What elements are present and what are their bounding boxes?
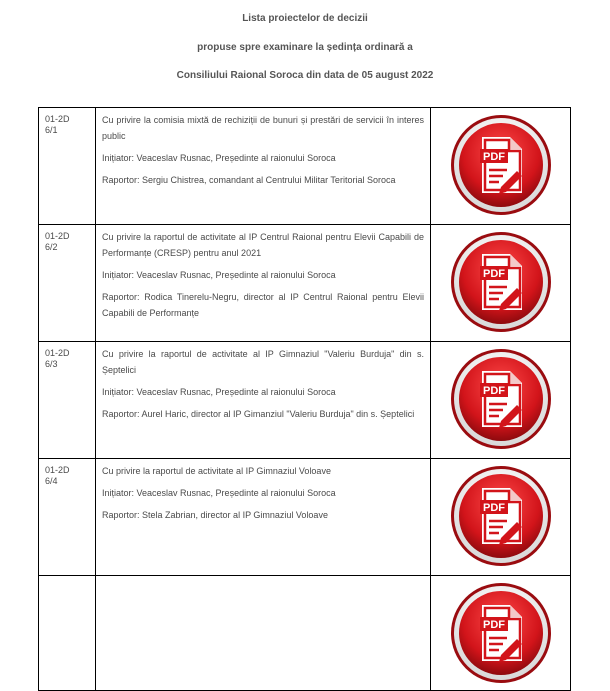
pdf-download-link[interactable] <box>449 113 553 222</box>
pdf-download-link[interactable] <box>449 347 553 456</box>
pdf-download-link[interactable] <box>449 464 553 573</box>
table-row <box>39 576 571 691</box>
decision-content <box>96 108 431 225</box>
decision-raportor: Raportor: Sergiu Chistrea, comandant al Centrului Militar Teritorial Soroca <box>102 175 396 185</box>
header-title: Lista proiectelor de decizii <box>242 13 368 24</box>
decision-content <box>96 225 431 342</box>
decision-title: Cu privire la comisia mixtă de rechiziții de bunuri și prestări de servicii în interes public <box>102 115 424 141</box>
decision-title: Cu privire la raportul de activitate al IP Gimnaziul Voloave <box>102 466 331 476</box>
decision-title: Cu privire la raportul de activitate al IP Gimnaziul "Valeriu Burduja" din s. Șeptelici <box>102 349 424 375</box>
decision-raportor: Raportor: Rodica Tinerelu-Negru, director al IP Centrul Raional pentru Elevii Capabili de Performanțe <box>102 292 424 318</box>
decision-raportor: Raportor: Aurel Haric, director al IP Gimanziul "Valeriu Burduja" din s. Șeptelici <box>102 409 415 419</box>
table-row <box>39 342 571 459</box>
table-row <box>39 225 571 342</box>
pdf-download-link[interactable] <box>449 230 553 339</box>
pdf-document-icon <box>449 113 553 217</box>
decision-number: 01-2D 6/3 <box>39 342 96 459</box>
table-row <box>39 459 571 576</box>
decision-initiator: Inițiator: Veaceslav Rusnac, Președinte al raionului Soroca <box>102 387 336 397</box>
svg-text:PDF: PDF <box>482 619 505 631</box>
header-session: Consiliului Raional Soroca din data de 05 august 2022 <box>176 70 434 81</box>
svg-text:PDF: PDF <box>482 502 505 514</box>
decision-raportor: Raportor: Stela Zabrian, director al IP Gimnaziul Voloave <box>102 510 328 520</box>
svg-text:PDF: PDF <box>482 385 505 397</box>
decision-initiator: Inițiator: Veaceslav Rusnac, Președinte al raionului Soroca <box>102 153 336 163</box>
svg-text:PDF: PDF <box>482 151 505 163</box>
decisions-table <box>38 107 571 691</box>
pdf-document-icon <box>449 464 553 568</box>
decision-title: Cu privire la raportul de activitate al IP Centrul Raional pentru Elevii Capabili de Performanțe (CRESP) pentru anul 2021 <box>102 232 424 258</box>
decision-initiator: Inițiator: Veaceslav Rusnac, Președinte al raionului Soroca <box>102 270 336 280</box>
pdf-document-icon <box>449 581 553 685</box>
svg-text:PDF: PDF <box>482 268 505 280</box>
pdf-document-icon <box>449 347 553 451</box>
pdf-document-icon <box>449 230 553 334</box>
decision-content <box>96 342 431 459</box>
table-row <box>39 108 571 225</box>
header-subtitle: propuse spre examinare la ședința ordinară a <box>197 42 413 53</box>
decision-initiator: Inițiator: Veaceslav Rusnac, Președinte al raionului Soroca <box>102 488 336 498</box>
decision-number: 01-2D 6/4 <box>39 459 96 576</box>
decision-number: 01-2D 6/2 <box>39 225 96 342</box>
decision-content <box>96 459 431 576</box>
pdf-download-link[interactable] <box>449 581 553 690</box>
decision-number: 01-2D 6/1 <box>39 108 96 225</box>
